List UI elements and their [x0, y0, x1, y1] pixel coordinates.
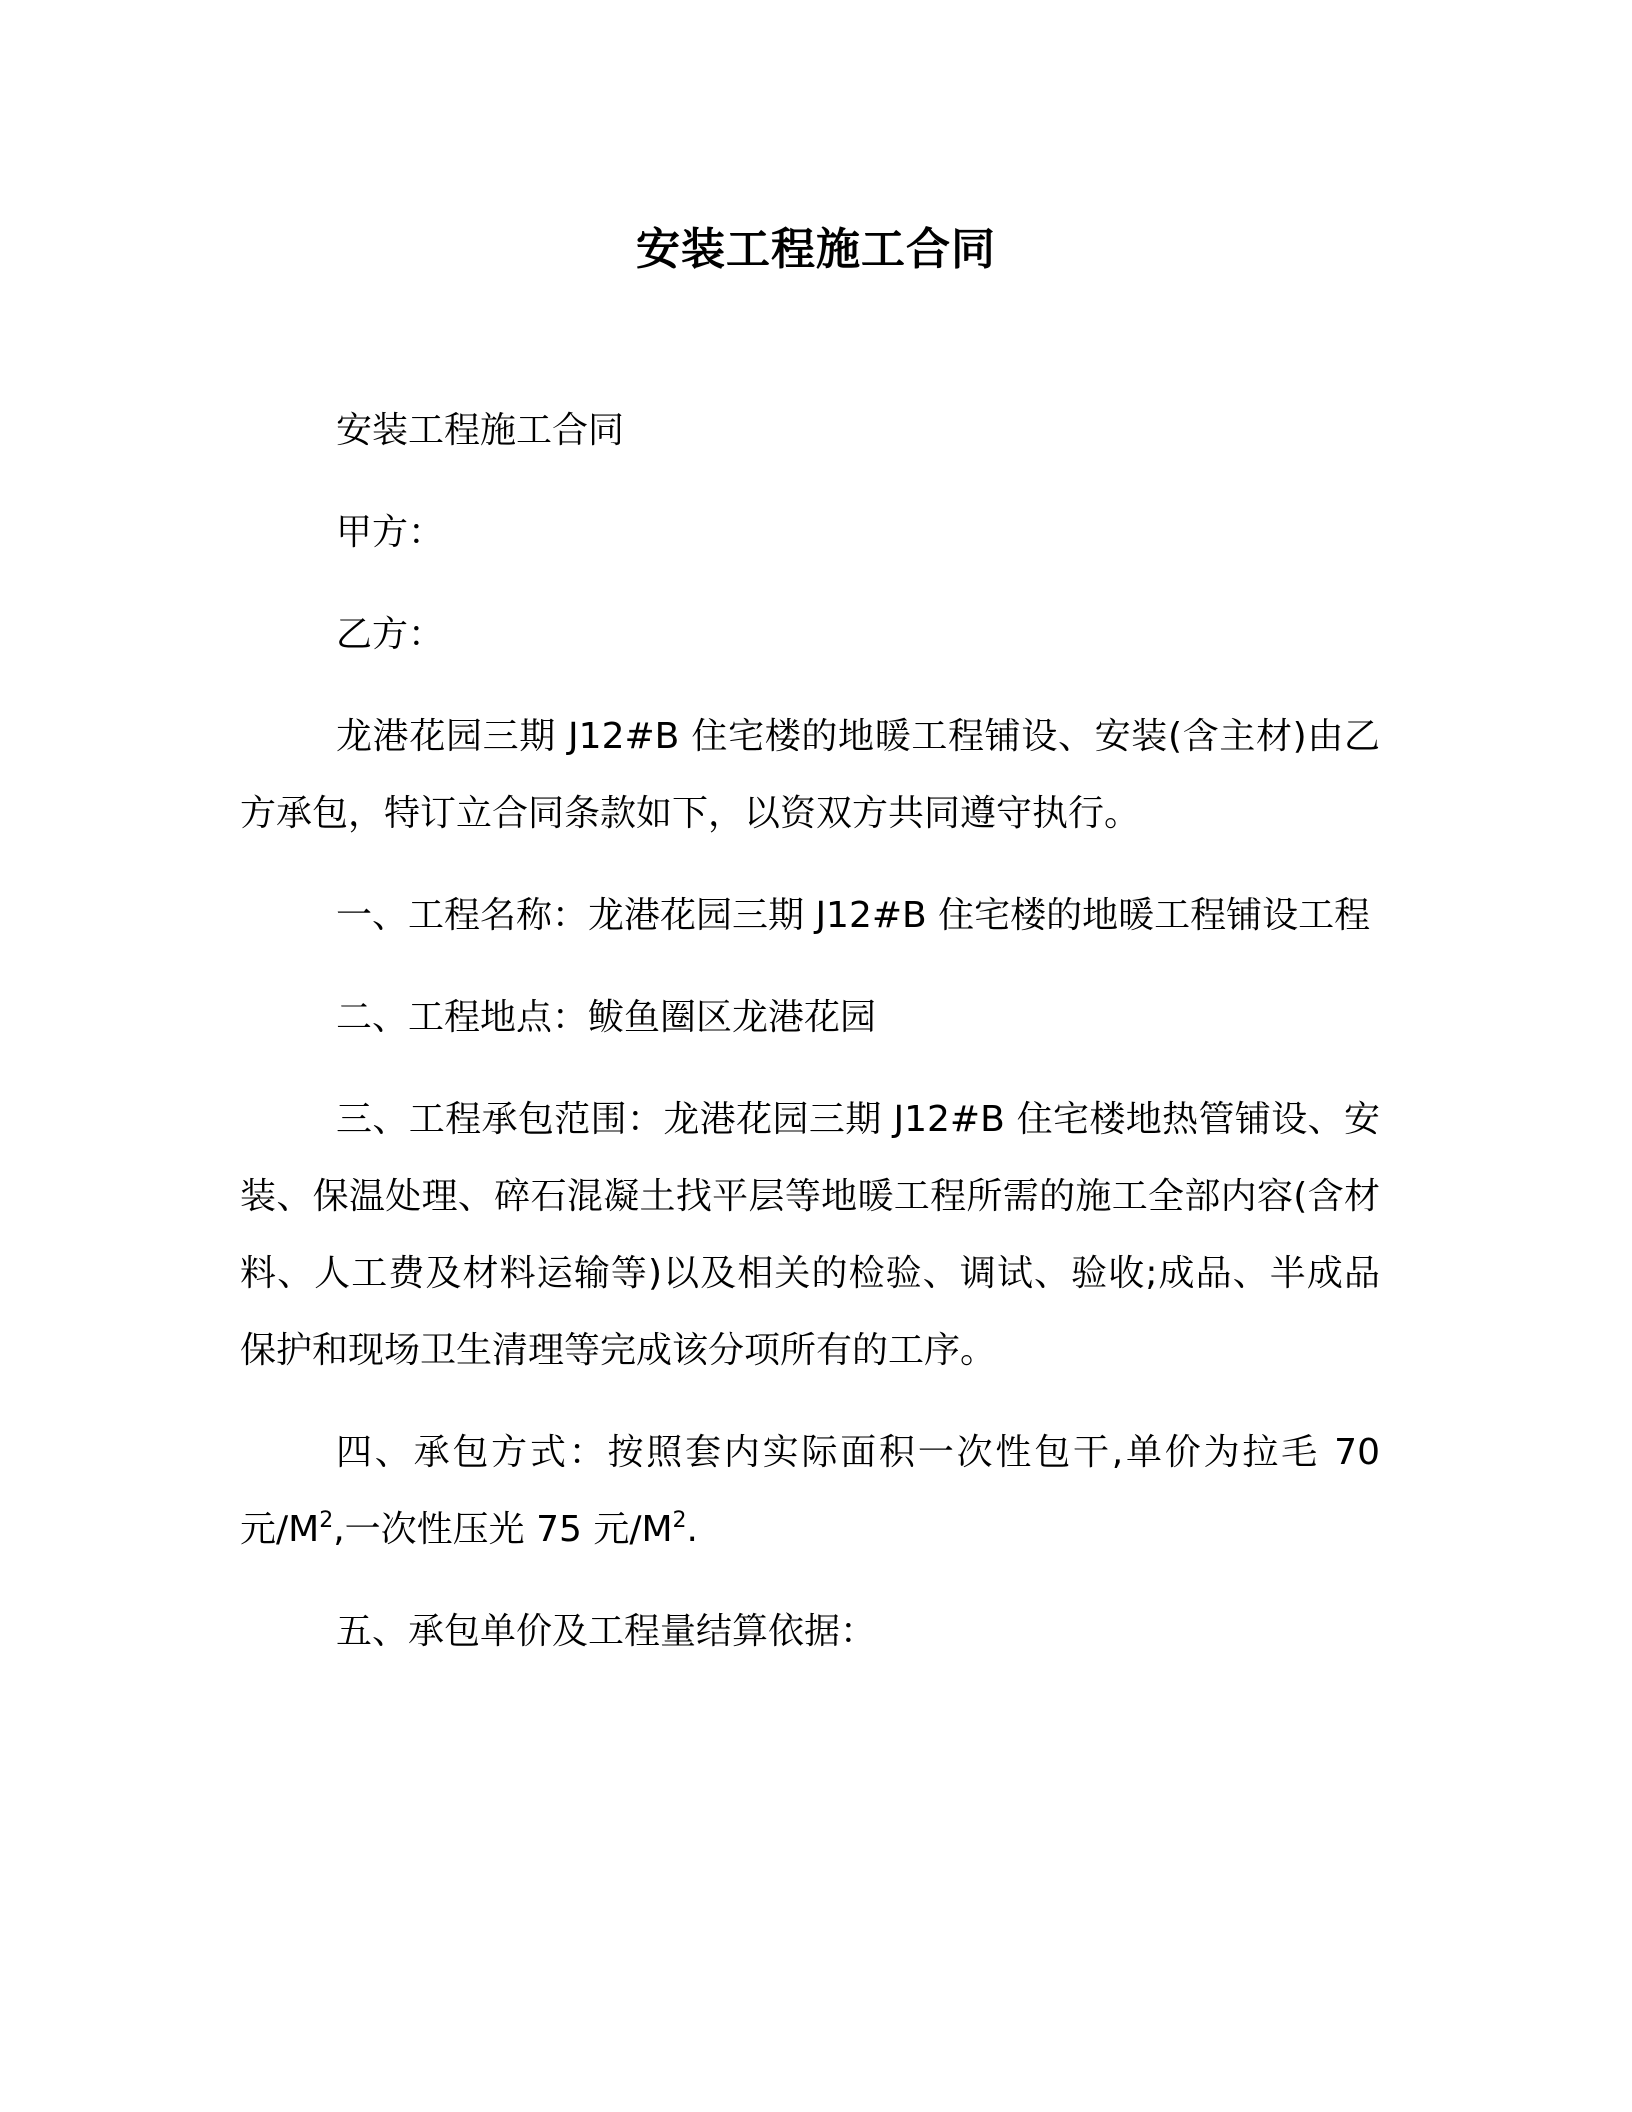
clause-3-contract-scope: 三、工程承包范围：龙港花园三期 J12#B 住宅楼地热管铺设、安装、保温处理、碎石混凝土找平层等地暖工程所需的施工全部内容(含材料、人工费及材料运输等)以及相关的检验、调试、验收;成品、半成品保护和现场卫生清理等完成该分项所有的工序。: [240, 1099, 1380, 1371]
clause-4-superscript-2: 2: [672, 1508, 687, 1533]
clause-2-project-location: 二、工程地点：鲅鱼圈区龙港花园: [336, 997, 877, 1038]
intro-paragraph: 龙港花园三期 J12#B 住宅楼的地暖工程铺设、安装(含主材)由乙方承包，特订立合同条款如下，以资双方共同遵守执行。: [240, 716, 1380, 834]
party-a-line: 甲方：: [336, 512, 445, 553]
clause-5-settlement-basis: 五、承包单价及工程量结算依据：: [336, 1611, 877, 1652]
clause-4-superscript-1: 2: [319, 1508, 334, 1533]
clause-4-text-part3: .: [686, 1509, 698, 1550]
party-b-line: 乙方：: [336, 614, 445, 655]
clause-4-text-part1: 四、承包方式：按照套内实际面积一次性包干,单价为拉毛 70 元/M: [240, 1432, 1392, 1550]
document-body: [240, 392, 1392, 1695]
clause-4-text-part2: ,一次性压光 75 元/M: [333, 1509, 673, 1550]
clause-1-project-name: 一、工程名称：龙港花园三期 J12#B 住宅楼的地暖工程铺设工程: [336, 895, 1371, 936]
subtitle-paragraph: 安装工程施工合同: [336, 410, 625, 451]
document-title: 安装工程施工合同: [636, 224, 996, 275]
clause-4-contract-method: [240, 1414, 1392, 1568]
